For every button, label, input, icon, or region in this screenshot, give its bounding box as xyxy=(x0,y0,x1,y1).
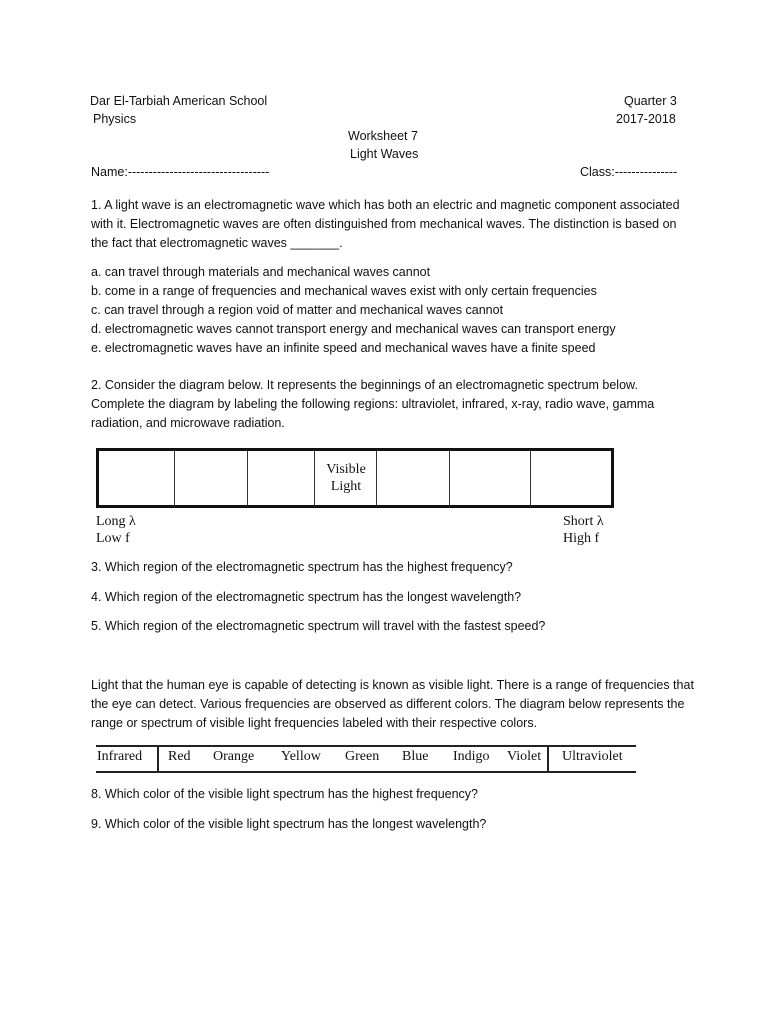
question-4: 4. Which region of the electromagnetic spectrum has the longest wavelength? xyxy=(91,590,522,604)
visible-light-label-2: Light xyxy=(330,479,362,494)
em-cell-divider xyxy=(376,451,377,505)
class-field: Class:--------------- xyxy=(580,165,678,179)
high-frequency: High f xyxy=(563,531,600,546)
spectrum-violet: Violet xyxy=(507,749,542,764)
question-8: 8. Which color of the visible light spectrum has the highest frequency? xyxy=(91,787,479,801)
short-lambda: Short λ xyxy=(563,514,604,529)
option-e: e. electromagnetic waves have an infinite speed and mechanical waves have a finite speed xyxy=(91,341,596,355)
strip-divider xyxy=(157,745,159,773)
spectrum-ultraviolet: Ultraviolet xyxy=(562,749,623,764)
option-d: d. electromagnetic waves cannot transport energy and mechanical waves can transport energy xyxy=(91,322,616,336)
strip-divider xyxy=(547,745,549,773)
worksheet-topic: Light Waves xyxy=(350,147,419,161)
em-cell-divider xyxy=(530,451,531,505)
subject-label: Physics xyxy=(93,112,137,126)
visible-light-label-1: Visible xyxy=(326,462,366,477)
em-cell-divider xyxy=(449,451,450,505)
spectrum-red: Red xyxy=(168,749,191,764)
question-2: 2. Consider the diagram below. It represents the beginnings of an electromagnetic spectrum below. Complete the diagram by labeling the following regions: ultraviolet, infrared, x-ray, radio wave, gamma radiation, and microwave radiation. xyxy=(91,378,655,430)
spectrum-orange: Orange xyxy=(213,749,255,764)
option-a: a. can travel through materials and mechanical waves cannot xyxy=(91,265,431,279)
em-cell-divider xyxy=(314,451,315,505)
visible-light-cell xyxy=(323,461,369,495)
visible-light-intro: Light that the human eye is capable of detecting is known as visible light. There is a range of frequencies that the eye can detect. Various frequencies are observed as different colors. The diagram below represents the range or spectrum of visible light frequencies labeled with their respective colors. xyxy=(91,678,694,730)
option-c: c. can travel through a region void of matter and mechanical waves cannot xyxy=(91,303,504,317)
school-name: Dar El-Tarbiah American School xyxy=(90,94,268,108)
question-1: 1. A light wave is an electromagnetic wave which has both an electric and magnetic component associated with it. Electromagnetic waves are often distinguished from mechanical waves. The distinction is based on the fact that electromagnetic waves _______. xyxy=(91,198,680,250)
option-b: b. come in a range of frequencies and mechanical waves exist with only certain frequencies xyxy=(91,284,597,298)
strip-bottom-border xyxy=(96,771,636,773)
question-9: 9. Which color of the visible light spectrum has the longest wavelength? xyxy=(91,817,487,831)
spectrum-blue: Blue xyxy=(402,749,429,764)
question-1-options xyxy=(91,263,691,358)
visible-spectrum-diagram xyxy=(96,745,636,773)
long-wavelength-label xyxy=(96,513,136,547)
spectrum-yellow: Yellow xyxy=(281,749,321,764)
spectrum-infrared: Infrared xyxy=(97,749,143,764)
worksheet-title: Worksheet 7 xyxy=(348,129,418,143)
low-frequency: Low f xyxy=(96,531,130,546)
long-lambda: Long λ xyxy=(96,514,136,529)
em-cell-divider xyxy=(174,451,175,505)
spectrum-indigo: Indigo xyxy=(453,749,490,764)
spectrum-green: Green xyxy=(345,749,380,764)
em-cell-divider xyxy=(247,451,248,505)
strip-top-border xyxy=(96,745,636,747)
short-wavelength-label xyxy=(563,513,604,547)
school-year: 2017-2018 xyxy=(616,112,676,126)
em-spectrum-diagram xyxy=(96,448,614,508)
question-3: 3. Which region of the electromagnetic spectrum has the highest frequency? xyxy=(91,560,513,574)
name-field: Name:---------------------------------- xyxy=(91,165,270,179)
question-5: 5. Which region of the electromagnetic spectrum will travel with the fastest speed? xyxy=(91,619,546,633)
quarter-label: Quarter 3 xyxy=(624,94,677,108)
